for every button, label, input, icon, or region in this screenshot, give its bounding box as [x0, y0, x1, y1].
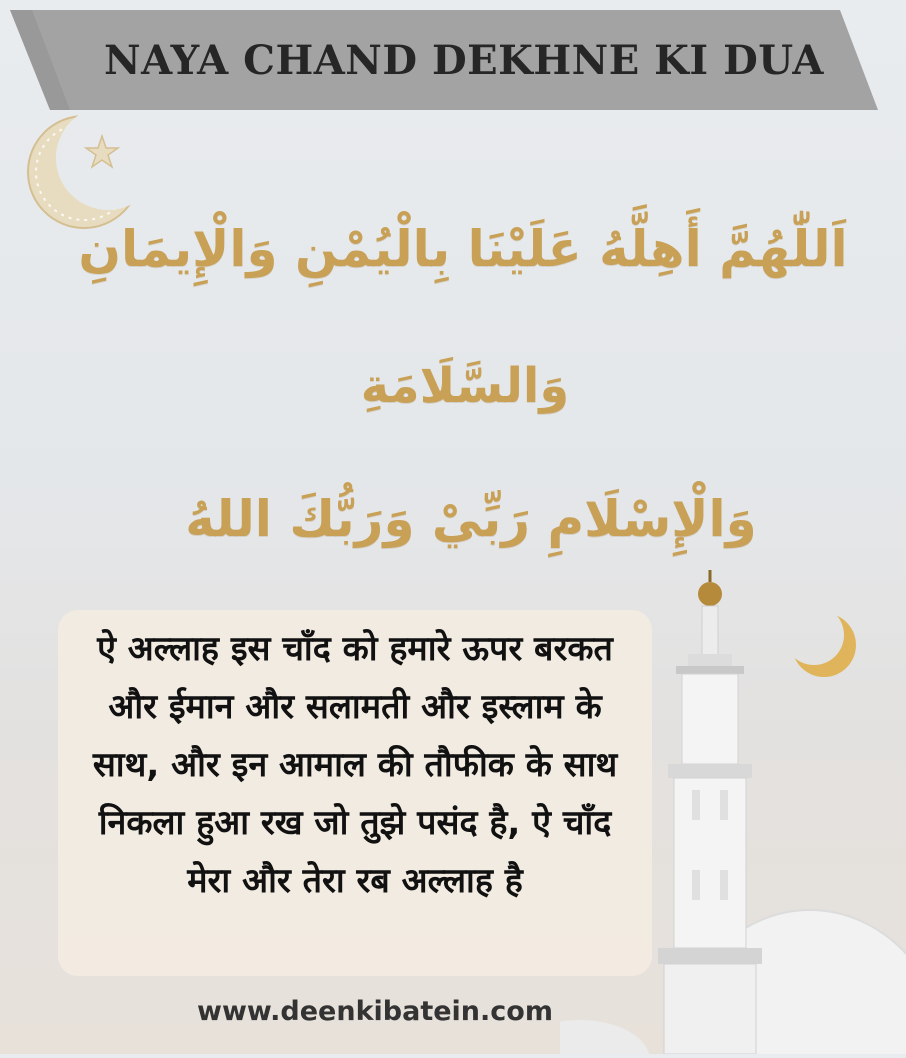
website-url: www.deenkibatein.com — [197, 996, 553, 1027]
translation-text: ऐ अल्लाह इस चाँद को हमारे ऊपर बरकत और ईमान और सलामती और इस्लाम के साथ, और इन आमाल की तौफीक के साथ निकला हुआ रख जो तुझे पसंद है, ऐ चाँद मेरा और तेरा रब अल्लाह है — [92, 629, 618, 901]
translation-box — [58, 610, 652, 976]
arabic-line-1: اَللّٰهُمَّ أَهِلَّهُ عَلَيْنَا بِالْيُمْنِ وَالْإِيمَانِ — [78, 220, 848, 278]
arabic-line-2: وَالسَّلَامَةِ — [360, 358, 570, 414]
page-title: NAYA CHAND DEKHNE KI DUA — [104, 36, 824, 84]
title-banner — [10, 10, 878, 110]
arabic-line-3: وَالْإِسْلَامِ رَبِّيْ وَرَبُّكَ اللهُ — [185, 490, 757, 548]
